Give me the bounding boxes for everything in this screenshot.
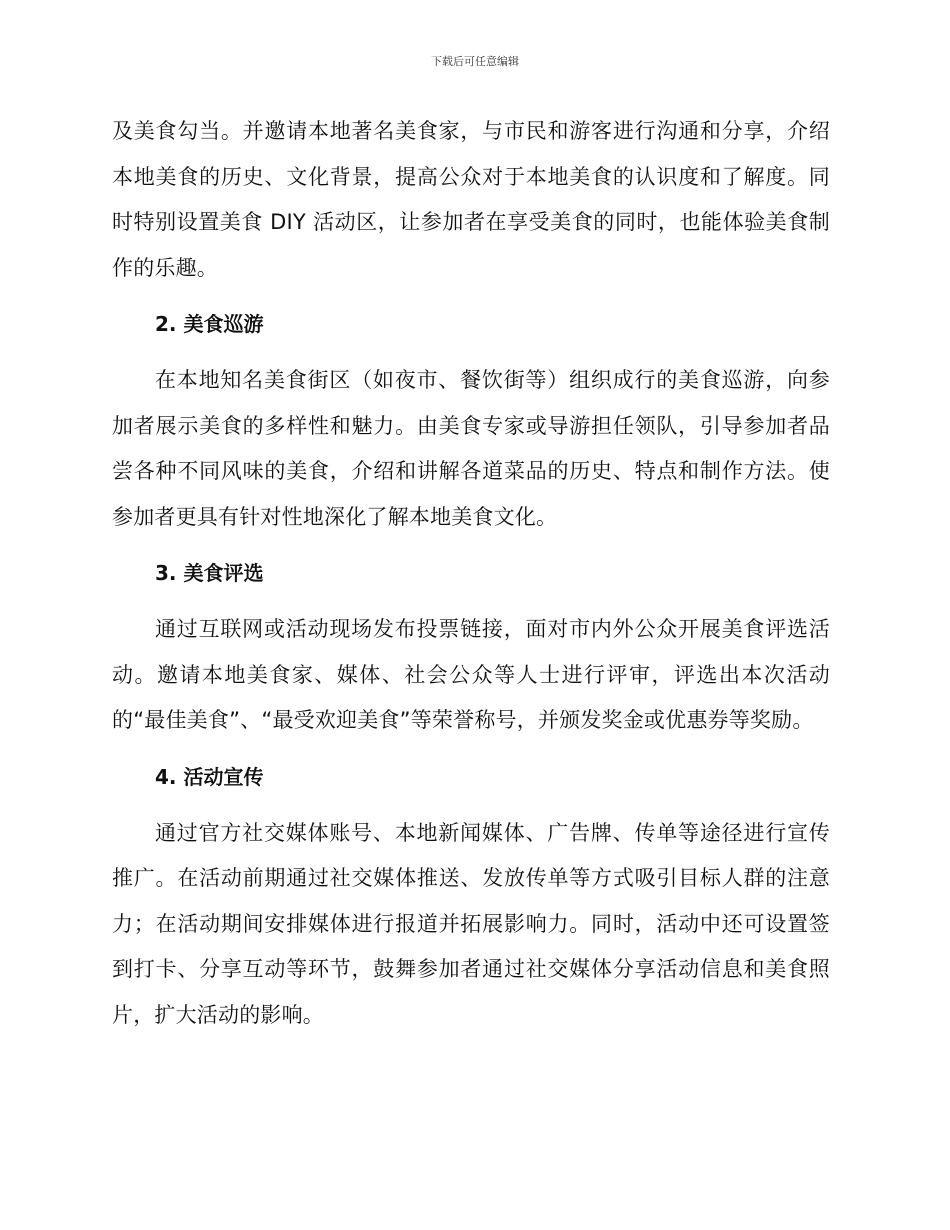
- intro-paragraph: 及美食勾当。并邀请本地著名美食家，与市民和游客进行沟通和分享，介绍本地美食的历史、文化背景，提高公众对于本地美食的认识度和了解度。同时特别设置美食 DIY 活动区，让参加者在享受美食的同时，也能体验美食制作的乐趣。: [112, 119, 830, 280]
- food-selection-paragraph: 通过互联网或活动现场发布投票链接，面对市内外公众开展美食评选活动。邀请本地美食家、媒体、社会公众等人士进行评审，评选出本次活动的“最佳美食”、“最受欢迎美食”等荣誉称号，并颁发奖金或优惠券等奖励。: [112, 617, 830, 732]
- promotion-paragraph: 通过官方社交媒体账号、本地新闻媒体、广告牌、传单等途径进行宣传推广。在活动前期通过社交媒体推送、发放传单等方式吸引目标人群的注意力；在活动期间安排媒体进行报道并拓展影响力。同时，活动中还可设置签到打卡、分享互动等环节，鼓舞参加者通过社交媒体分享活动信息和美食照片，扩大活动的影响。: [112, 820, 830, 1027]
- section-heading-promotion: 4. 活动宣传: [155, 764, 264, 789]
- document-body: [112, 109, 830, 1038]
- section-heading-food-selection: 3. 美食评选: [155, 561, 264, 585]
- food-tour-paragraph: 在本地知名美食街区（如夜市、餐饮街等）组织成行的美食巡游，向参加者展示美食的多样性和魅力。由美食专家或导游担任领队，引导参加者品尝各种不同风味的美食，介绍和讲解各道菜品的历史、特点和制作方法。使参加者更具有针对性地深化了解本地美食文化。: [112, 368, 830, 529]
- section-heading-food-tour: 2. 美食巡游: [155, 312, 264, 336]
- page-header-note: 下载后可任意编辑: [431, 55, 519, 68]
